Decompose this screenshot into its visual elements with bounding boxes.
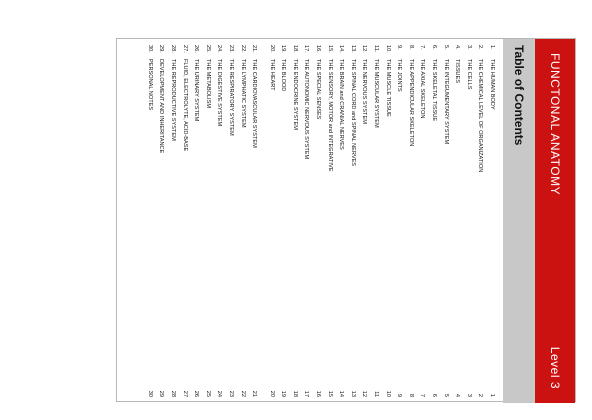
toc-entry[interactable] <box>312 45 324 397</box>
toc-entry-page: 16 <box>315 390 322 397</box>
toc-entry[interactable] <box>474 45 486 397</box>
toc-entry-page: 25 <box>204 390 211 397</box>
toc-entry-page: 4 <box>454 393 461 397</box>
toc-entry-number: 3. <box>465 45 472 50</box>
toc-entry[interactable] <box>404 45 416 397</box>
toc-entry-title: THE RESPIRATORY SYSTEM <box>227 59 234 136</box>
toc-entry-title: THE URINARY SYSTEM <box>193 59 200 122</box>
toc-entry-number: 6. <box>431 45 438 50</box>
toc-entry-number: 24. <box>216 45 223 53</box>
toc-title: Table of Contents <box>512 45 526 146</box>
toc-entry-number: 28. <box>169 45 176 53</box>
toc-entry-page: 8 <box>407 393 414 397</box>
toc-entry-page: 22 <box>239 390 246 397</box>
toc-entry-number: 27. <box>181 45 188 53</box>
toc-entry-title: THE MUSCLE TISSUE <box>384 59 391 117</box>
toc-entry-title: THE METABOLISM <box>204 59 211 109</box>
toc-entry-page: 17 <box>303 390 310 397</box>
toc-entry[interactable] <box>201 45 213 397</box>
toc-entry-title: THE BLOOD <box>280 59 287 92</box>
toc-entry-page: 15 <box>326 390 333 397</box>
toc-entry-number: 10. <box>384 45 391 53</box>
toc-entry[interactable] <box>393 45 405 397</box>
toc-entry[interactable] <box>166 45 178 397</box>
toc-entry[interactable] <box>265 45 277 397</box>
toc-entry-title: THE DIGESTIVE SYSTEM <box>216 59 223 127</box>
toc-entry[interactable] <box>224 45 236 397</box>
toc-entry-page: 29 <box>158 390 165 397</box>
toc-entry-title: THE HUMAN BODY <box>489 59 495 110</box>
toc-entry[interactable] <box>213 45 225 397</box>
toc-entry-page: 6 <box>431 393 438 397</box>
toc-entry-title: THE HEART <box>268 59 275 91</box>
toc-entry[interactable] <box>190 45 202 397</box>
toc-entry-number: 23. <box>227 45 234 53</box>
toc-entry-title: THE CARDIOVASCULAR SYSTEM <box>251 59 258 148</box>
toc-entry-page: 23 <box>227 390 234 397</box>
toc-entry-number: 9. <box>396 45 403 50</box>
toc-entry[interactable] <box>416 45 428 397</box>
toc-entry-number: 13. <box>349 45 356 53</box>
toc-entry-title: TISSUES <box>454 59 461 83</box>
toc-entry-page: 7 <box>419 393 426 397</box>
course-title: FUNCTONAL ANATOMY <box>548 53 562 196</box>
toc-entry-title: THE JOINTS <box>396 59 403 92</box>
toc-entry-title: FLUID, ELECTROLYTE, ACID-BASE <box>181 59 188 152</box>
toc-entry-title: THE MUSCULAR SYSTEM <box>373 59 380 128</box>
toc-entry-page: 19 <box>280 390 287 397</box>
toc-entry-number: 16. <box>315 45 322 53</box>
toc-entry[interactable] <box>335 45 347 397</box>
toc-entry[interactable] <box>427 45 439 397</box>
toc-entry-number: 15. <box>326 45 333 53</box>
toc-entry-page: 27 <box>181 390 188 397</box>
toc-entry-number: 1. <box>489 45 495 50</box>
toc-entry[interactable] <box>277 45 289 397</box>
toc-entry-title: PERSONAL NOTES <box>146 59 153 111</box>
toc-entry-page: 28 <box>169 390 176 397</box>
toc-entry-number: 18. <box>291 45 298 53</box>
toc-entry-number: 5. <box>442 45 449 50</box>
toc-entry-page: 2 <box>477 393 484 397</box>
toc-entry-page: 9 <box>396 393 403 397</box>
toc-entry-title: THE REPRODUCTIVE SYSTEM <box>169 59 176 141</box>
toc-entry[interactable] <box>381 45 393 397</box>
level-label: Level 3 <box>548 346 562 389</box>
toc-entry-page: 1 <box>489 393 495 397</box>
toc-entry-page: 12 <box>361 390 368 397</box>
toc-entry-number: 17. <box>303 45 310 53</box>
toc-entry-title: THE LYMPHATIC SYSTEM <box>239 59 246 128</box>
toc-entry-number: 20. <box>268 45 275 53</box>
toc-entry[interactable] <box>155 45 167 397</box>
toc-entry-page: 10 <box>384 390 391 397</box>
toc-entry-title: THE BRAIN and CRANIAL NERVES <box>338 59 345 150</box>
toc-entry[interactable] <box>462 45 474 397</box>
toc-entry[interactable] <box>288 45 300 397</box>
toc-entry-number: 30. <box>146 45 153 53</box>
toc-entry-page: 18 <box>291 390 298 397</box>
toc-entry-number: 7. <box>419 45 426 50</box>
toc-entry-number: 11. <box>373 45 380 53</box>
toc-entry[interactable] <box>178 45 190 397</box>
toc-entry[interactable] <box>439 45 451 397</box>
toc-entry-page: 11 <box>373 391 380 397</box>
document-page <box>116 38 576 402</box>
toc-entry-number: 25. <box>204 45 211 53</box>
toc-entry-page: 14 <box>338 390 345 397</box>
page-header <box>535 39 575 403</box>
toc-entry-title: THE AXIAL SKELETON <box>419 59 426 119</box>
toc-entry[interactable] <box>300 45 312 397</box>
toc-entry[interactable] <box>248 45 260 397</box>
toc-entry[interactable] <box>346 45 358 397</box>
toc-entry[interactable] <box>485 45 497 397</box>
toc-entry-number: 21. <box>251 45 258 53</box>
toc-entry-title: DEVELOPMENT AND INHERITANCE <box>158 59 165 154</box>
toc-entry-title: THE SPINAL CORD and SPINAL NERVES <box>349 59 356 167</box>
toc-entry[interactable] <box>451 45 463 397</box>
toc-entry[interactable] <box>236 45 248 397</box>
toc-entry-title: THE SKELETAL TISSUE <box>431 59 438 122</box>
toc-entry-title: THE SENSORY, MOTOR and INTEGRATIVE <box>326 59 333 172</box>
toc-entry-page: 30 <box>146 390 153 397</box>
toc-entry[interactable] <box>369 45 381 397</box>
toc-entry-title: THE CELLS <box>465 59 472 90</box>
toc-list <box>143 39 503 403</box>
toc-header-band <box>503 39 535 403</box>
toc-entry-page: 21 <box>251 390 258 397</box>
toc-entry-page: 3 <box>465 393 472 397</box>
toc-entry-title: THE NERVOUS SYSTEM <box>361 59 368 124</box>
toc-entry-page: 20 <box>268 390 275 397</box>
toc-entry-title: THE ENDOCRINE SYSTEM <box>291 59 298 130</box>
toc-entry-page: 13 <box>349 390 356 397</box>
toc-entry-number: 22. <box>239 45 246 53</box>
toc-entry-number: 8. <box>407 45 414 50</box>
toc-entry-number: 29. <box>158 45 165 53</box>
toc-entry-number: 4. <box>454 45 461 50</box>
toc-entry-title: THE APPENDICULAR SKELETON <box>407 59 414 147</box>
toc-entry-title: THE CHEMICAL LEVEL OF ORGANIZATION <box>477 59 484 173</box>
toc-entry[interactable] <box>358 45 370 397</box>
toc-entry[interactable] <box>143 45 155 397</box>
toc-entry-title: THE AUTONOMIC NERVOUS SYSTEM <box>303 59 310 160</box>
toc-entry-page: 24 <box>216 390 223 397</box>
toc-entry-number: 19. <box>280 45 287 53</box>
toc-entry[interactable] <box>323 45 335 397</box>
toc-entry-page: 26 <box>193 390 200 397</box>
toc-entry-number: 12. <box>361 45 368 53</box>
toc-entry-number: 14. <box>338 45 345 53</box>
toc-entry-page: 5 <box>442 393 449 397</box>
toc-entry-number: 2. <box>477 45 484 50</box>
toc-entry-title: THE INTEGUMENTARY SYSTEM <box>442 59 449 145</box>
toc-entry-number: 26. <box>193 45 200 53</box>
toc-entry-title: THE SPECIAL SENSES <box>315 59 322 120</box>
